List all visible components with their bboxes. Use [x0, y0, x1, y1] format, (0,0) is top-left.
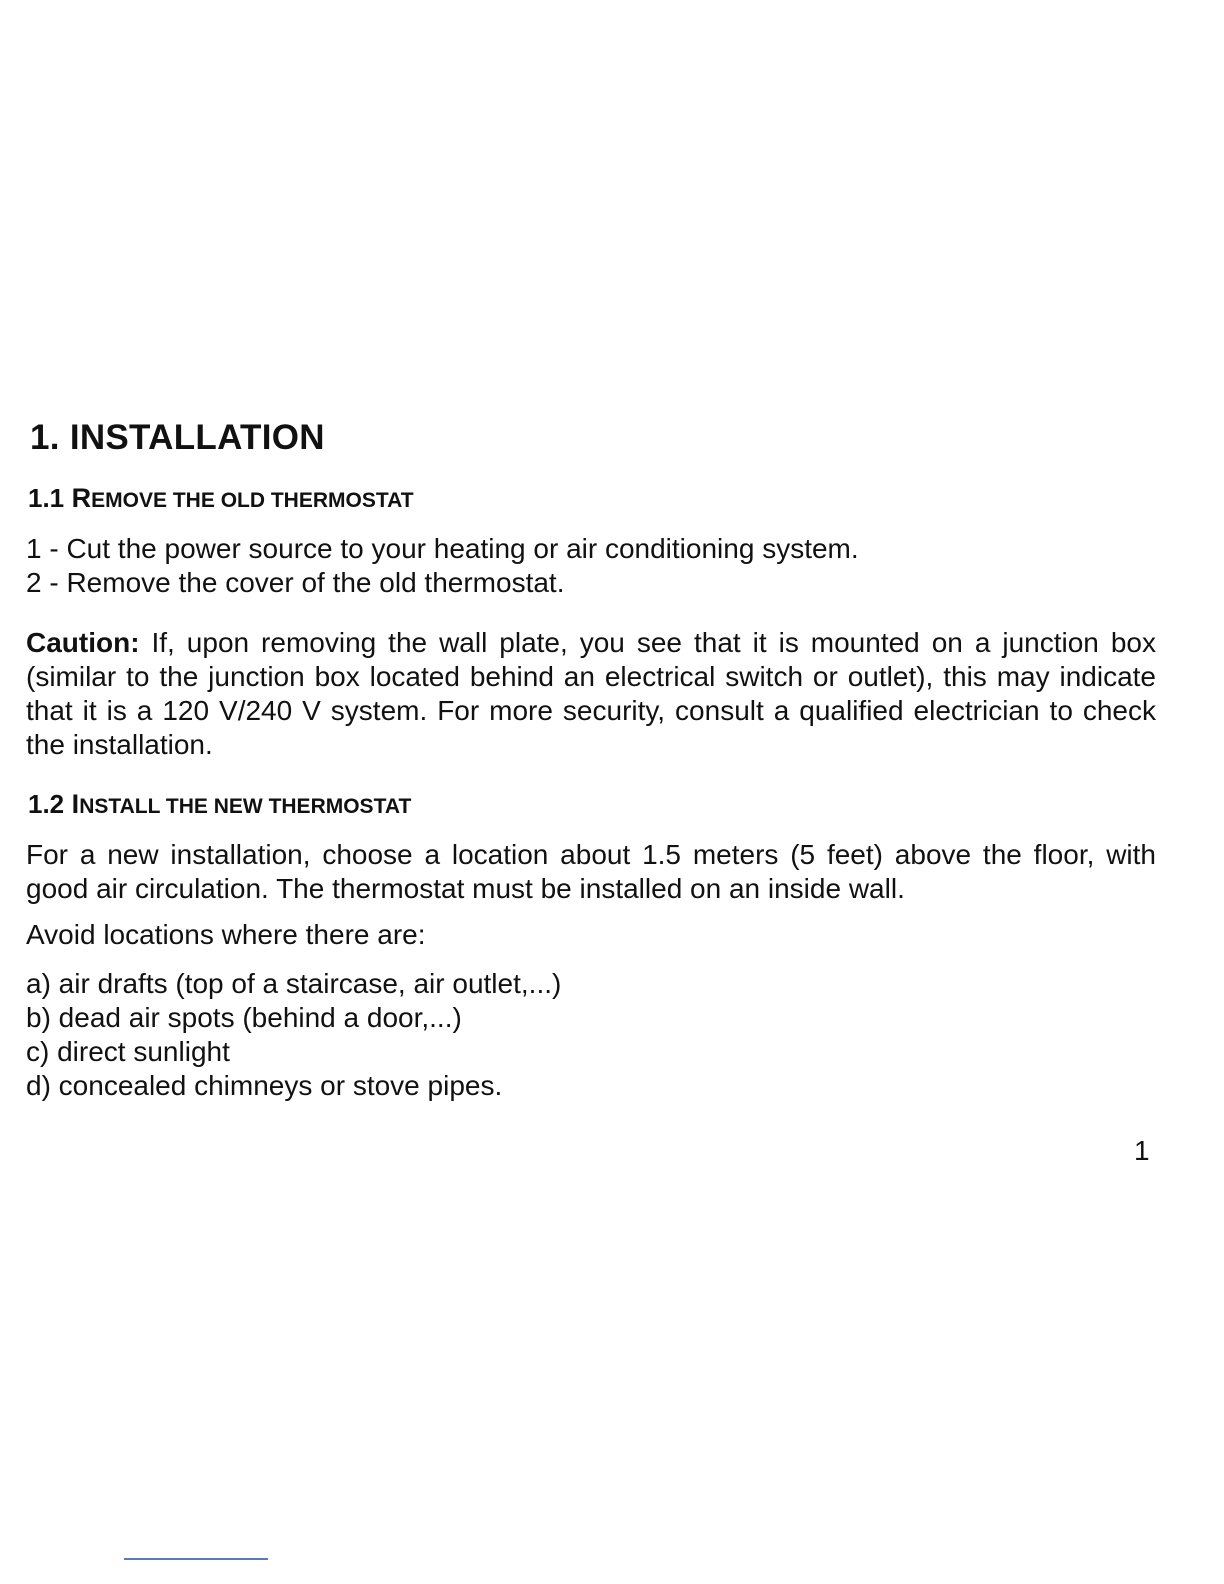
page-title: 1. INSTALLATION	[30, 418, 325, 457]
section-title-rest: EMOVE THE OLD THERMOSTAT	[91, 489, 414, 512]
section-heading-remove-old-thermostat	[28, 482, 414, 517]
installation-intro-paragraph: For a new installation, choose a location about 1.5 meters (5 feet) above the floor, with good air circulation. The thermostat must be installed on an inside wall.	[26, 839, 1156, 904]
avoid-intro: Avoid locations where there are:	[26, 919, 426, 950]
caution-paragraph	[26, 626, 1156, 762]
section-title-rest: NSTALL THE NEW THERMOSTAT	[79, 795, 412, 818]
page-number: 1	[1134, 1135, 1150, 1166]
caution-label: Caution:	[26, 627, 140, 658]
avoid-list-item: c) direct sunlight	[26, 1036, 230, 1067]
avoid-list-item: b) dead air spots (behind a door,...)	[26, 1002, 462, 1033]
section-number: 1.2	[28, 789, 65, 819]
avoid-list-item: a) air drafts (top of a staircase, air outlet,...)	[26, 968, 562, 999]
section-heading-install-new-thermostat	[28, 788, 411, 823]
section-title-initial: R	[71, 483, 92, 513]
footer-rule	[124, 1558, 268, 1560]
step-item: 2 - Remove the cover of the old thermostat.	[26, 567, 565, 598]
caution-text: If, upon removing the wall plate, you see that it is mounted on a junction box (similar to the junction box located behind an electrical switch or outlet), this may indicate that it is a 120 V/240 V system. For more security, consult a qualified electrician to check the installation.	[26, 627, 1156, 760]
step-item: 1 - Cut the power source to your heating or air conditioning system.	[26, 533, 859, 564]
section-number: 1.1	[28, 483, 65, 513]
avoid-list-item: d) concealed chimneys or stove pipes.	[26, 1070, 503, 1101]
section-title-initial: I	[71, 789, 80, 819]
